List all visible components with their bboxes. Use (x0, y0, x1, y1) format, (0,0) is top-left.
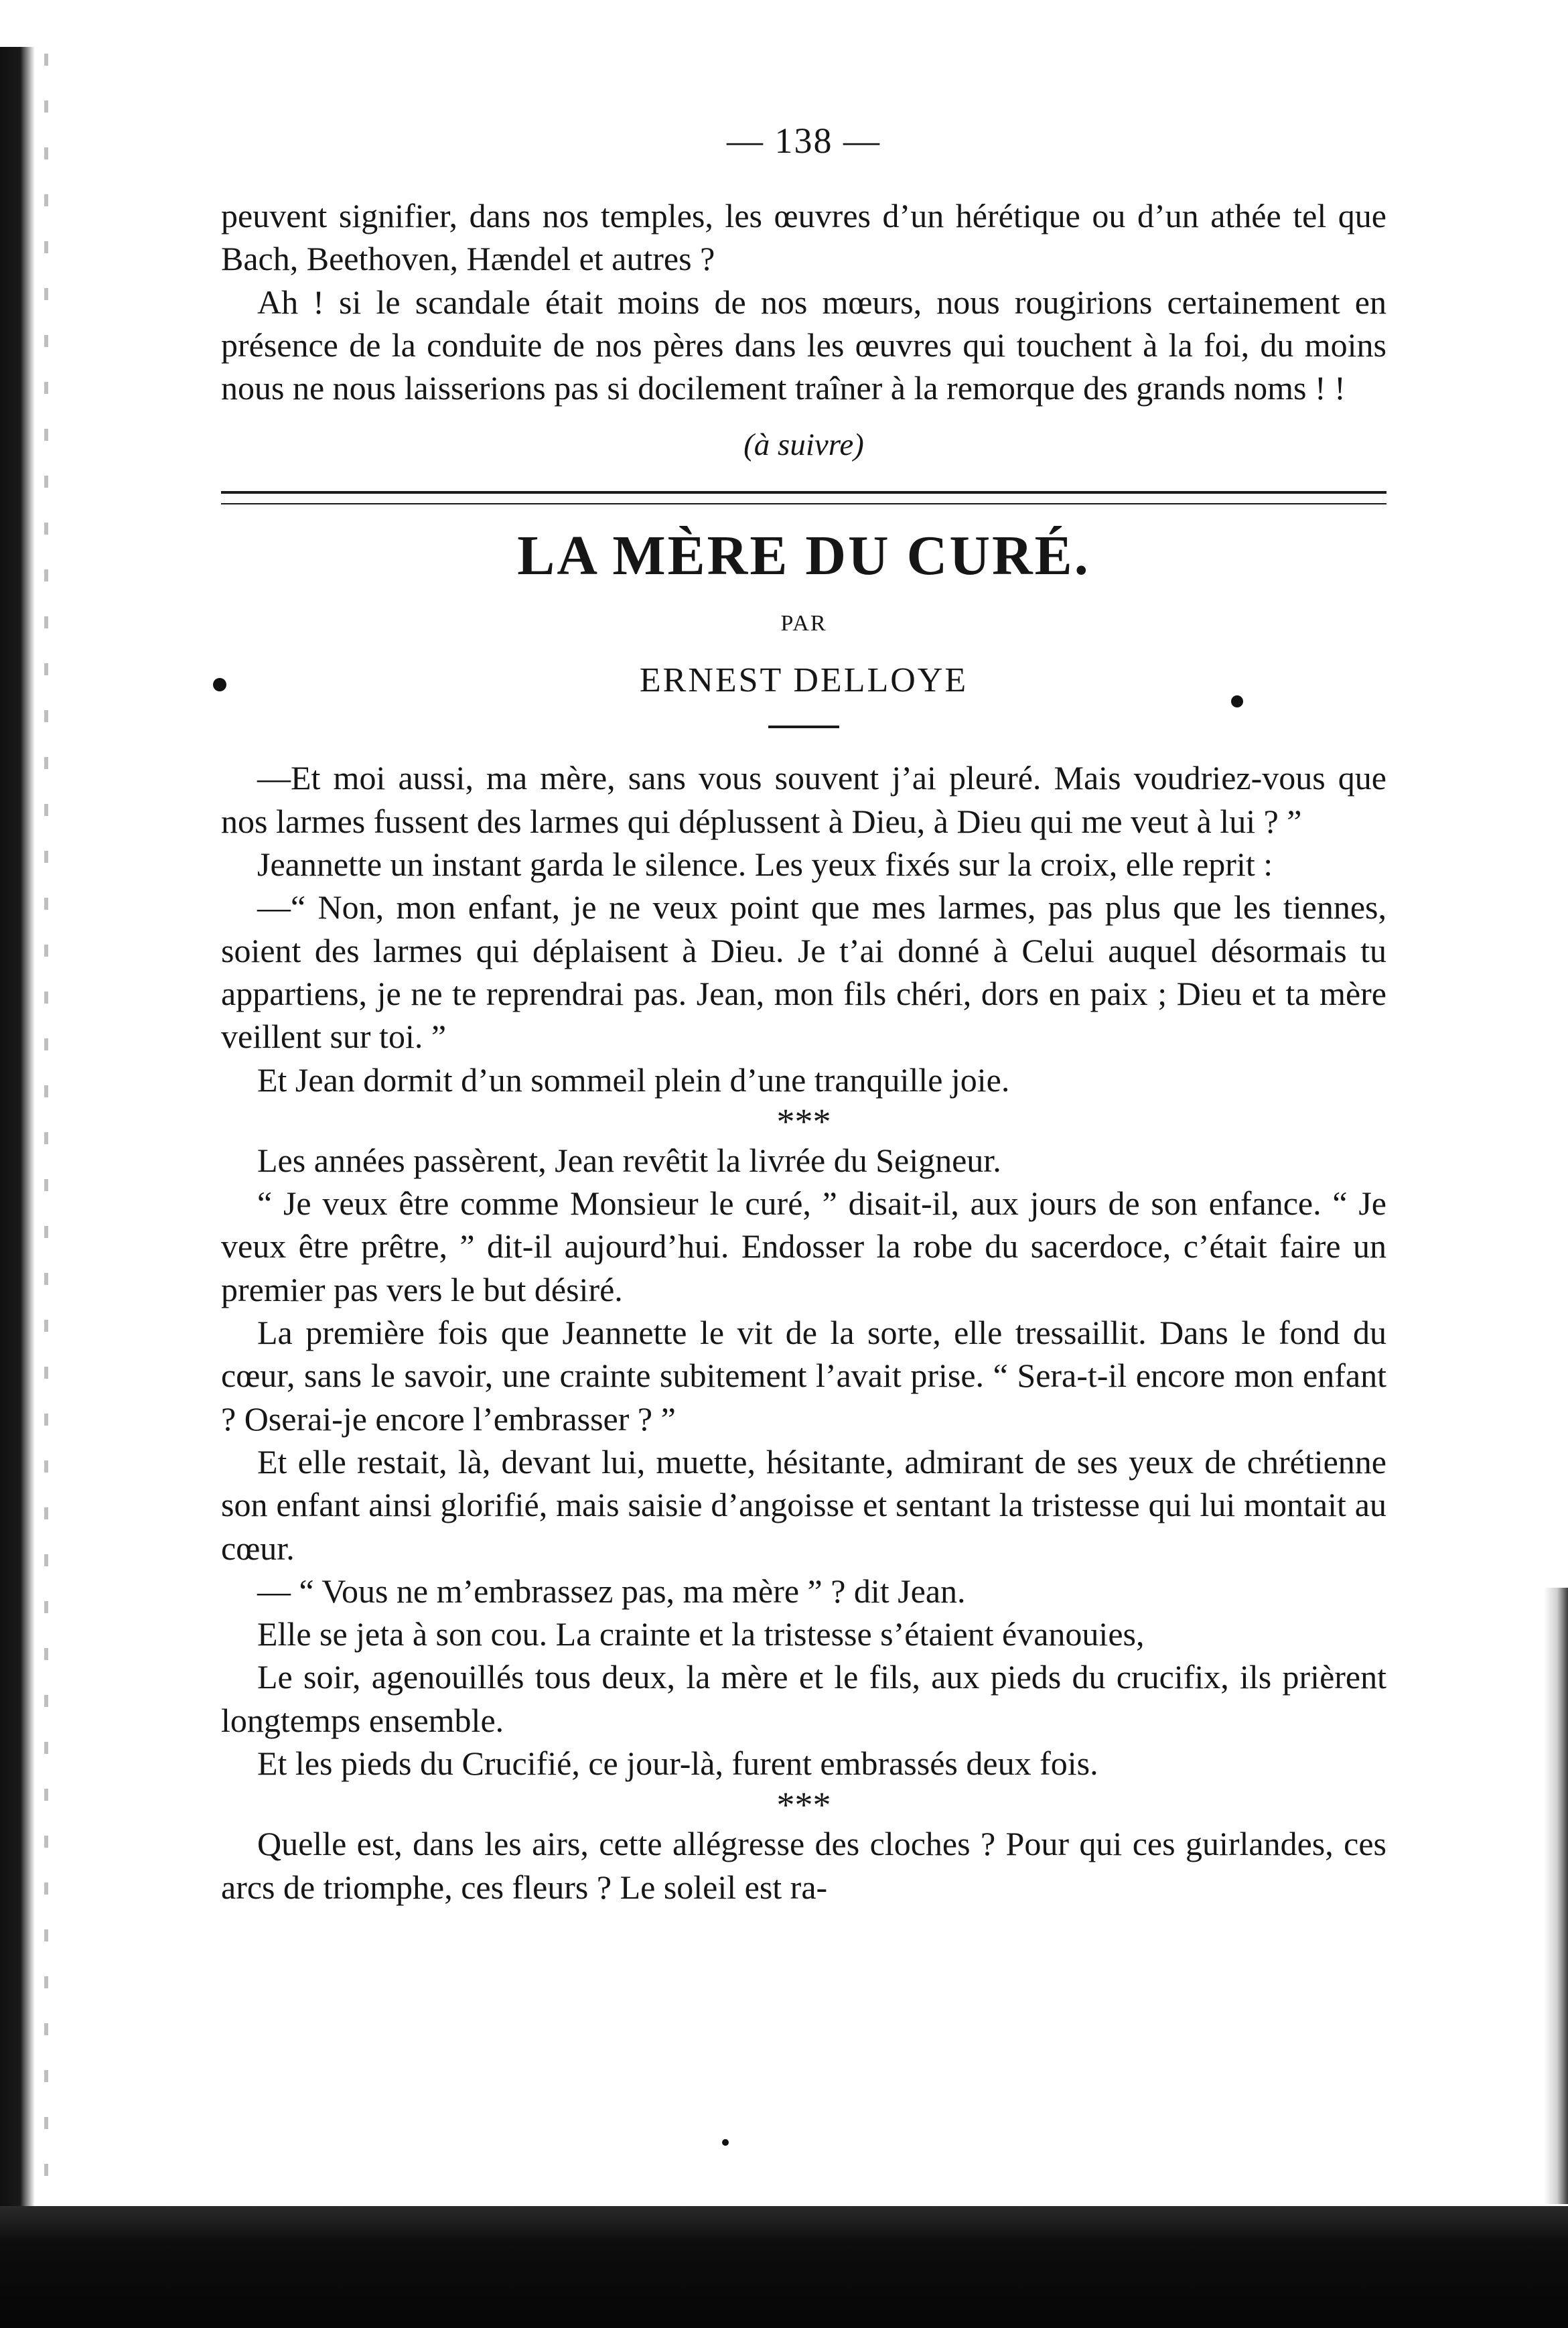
paragraph: Ah ! si le scandale était moins de nos mœurs, nous rougirions certainement en présence de la conduite de nos pères dans les œuvres qui touchent à la foi, du moins nous ne nous laisserions pas si docilement traîner à la remorque des grands noms ! ! (221, 283, 1386, 407)
asterism-text: *** (776, 1785, 831, 1826)
paragraph: Et Jean dormit d’un sommeil plein d’une tranquille joie. (257, 1060, 1010, 1099)
article (221, 519, 1386, 1908)
scan-bottom-band (0, 2206, 1568, 2328)
paragraph: Et les pieds du Crucifié, ce jour-là, furent embrassés deux fois. (257, 1744, 1098, 1783)
section-break-asterism (221, 1101, 1386, 1142)
article-title: LA MÈRE DU CURÉ. (517, 525, 1090, 588)
article-separator-rule (221, 491, 1386, 504)
previous-article-ending (221, 194, 1386, 468)
paragraph: Elle se jeta à son cou. La crainte et la tristesse s’étaient évanouies, (257, 1615, 1145, 1653)
paragraph: Les années passèrent, Jean revêtit la livrée du Seigneur. (257, 1141, 1001, 1179)
paragraph: “ Je veux être comme Monsieur le curé, ” disait-il, aux jours de son enfance. “ Je veux être prêtre, ” dit-il aujourd’hui. Endosser la robe du sacerdoce, c’était faire un premier pas vers le but désiré. (221, 1184, 1386, 1308)
scan-binding-edge (0, 47, 35, 2278)
scan-binding-marks (44, 54, 48, 2251)
scan-speck (722, 2139, 729, 2146)
paragraph: — “ Vous ne m’embrassez pas, ma mère ” ? dit Jean. (257, 1572, 966, 1610)
section-break-asterism (221, 1785, 1386, 1826)
paragraph: Le soir, agenouillés tous deux, la mère et le fils, aux pieds du crucifix, ils prièrent longtemps ensemble. (221, 1658, 1386, 1739)
article-author: ERNEST DELLOYE (639, 661, 969, 700)
to-be-continued-note: (à suivre) (743, 427, 864, 463)
scan-right-edge (1544, 1588, 1568, 2204)
paragraph: Et elle restait, là, devant lui, muette, hésitante, admirant de ses yeux de chrétienne son enfant ainsi glorifié, mais saisie d’angoisse et sentant la tristesse qui lui montait au cœur. (221, 1442, 1386, 1567)
paragraph: Quelle est, dans les airs, cette allégresse des cloches ? Pour qui ces guirlandes, ces arcs de triomphe, ces fleurs ? Le soleil est ra- (221, 1825, 1386, 1906)
asterism-text: *** (776, 1101, 831, 1142)
paragraph: Jeannette un instant garda le silence. Les yeux fixés sur la croix, elle reprit : (257, 845, 1273, 884)
paragraph: —“ Non, mon enfant, je ne veux point que mes larmes, pas plus que les tiennes, soient des larmes qui déplaisent à Dieu. Je t’ai donné à Celui auquel désormais tu appartiens, je ne te reprendrai pas. Jean, mon fils chéri, dors en paix ; Dieu et ta mère veillent sur toi. ” (221, 888, 1386, 1056)
page (221, 114, 1386, 1909)
title-rule (768, 726, 839, 728)
paragraph: —Et moi aussi, ma mère, sans vous souvent j’ai pleuré. Mais voudriez-vous que nos larmes fussent des larmes qui déplussent à Dieu, à Dieu qui me veut à lui ? ” (221, 759, 1386, 840)
page-number: — 138 — (727, 121, 881, 161)
paragraph: peuvent signifier, dans nos temples, les œuvres d’un hérétique ou d’un athée tel que Bach, Beethoven, Hændel et autres ? (221, 197, 1386, 278)
paragraph: La première fois que Jeannette le vit de la sorte, elle tressaillit. Dans le fond du cœur, sans le savoir, une crainte subitement l’avait prise. “ Sera-t-il encore mon enfant ? Oserai-je encore l’embrasser ? ” (221, 1314, 1386, 1438)
byline-label: PAR (780, 611, 827, 636)
